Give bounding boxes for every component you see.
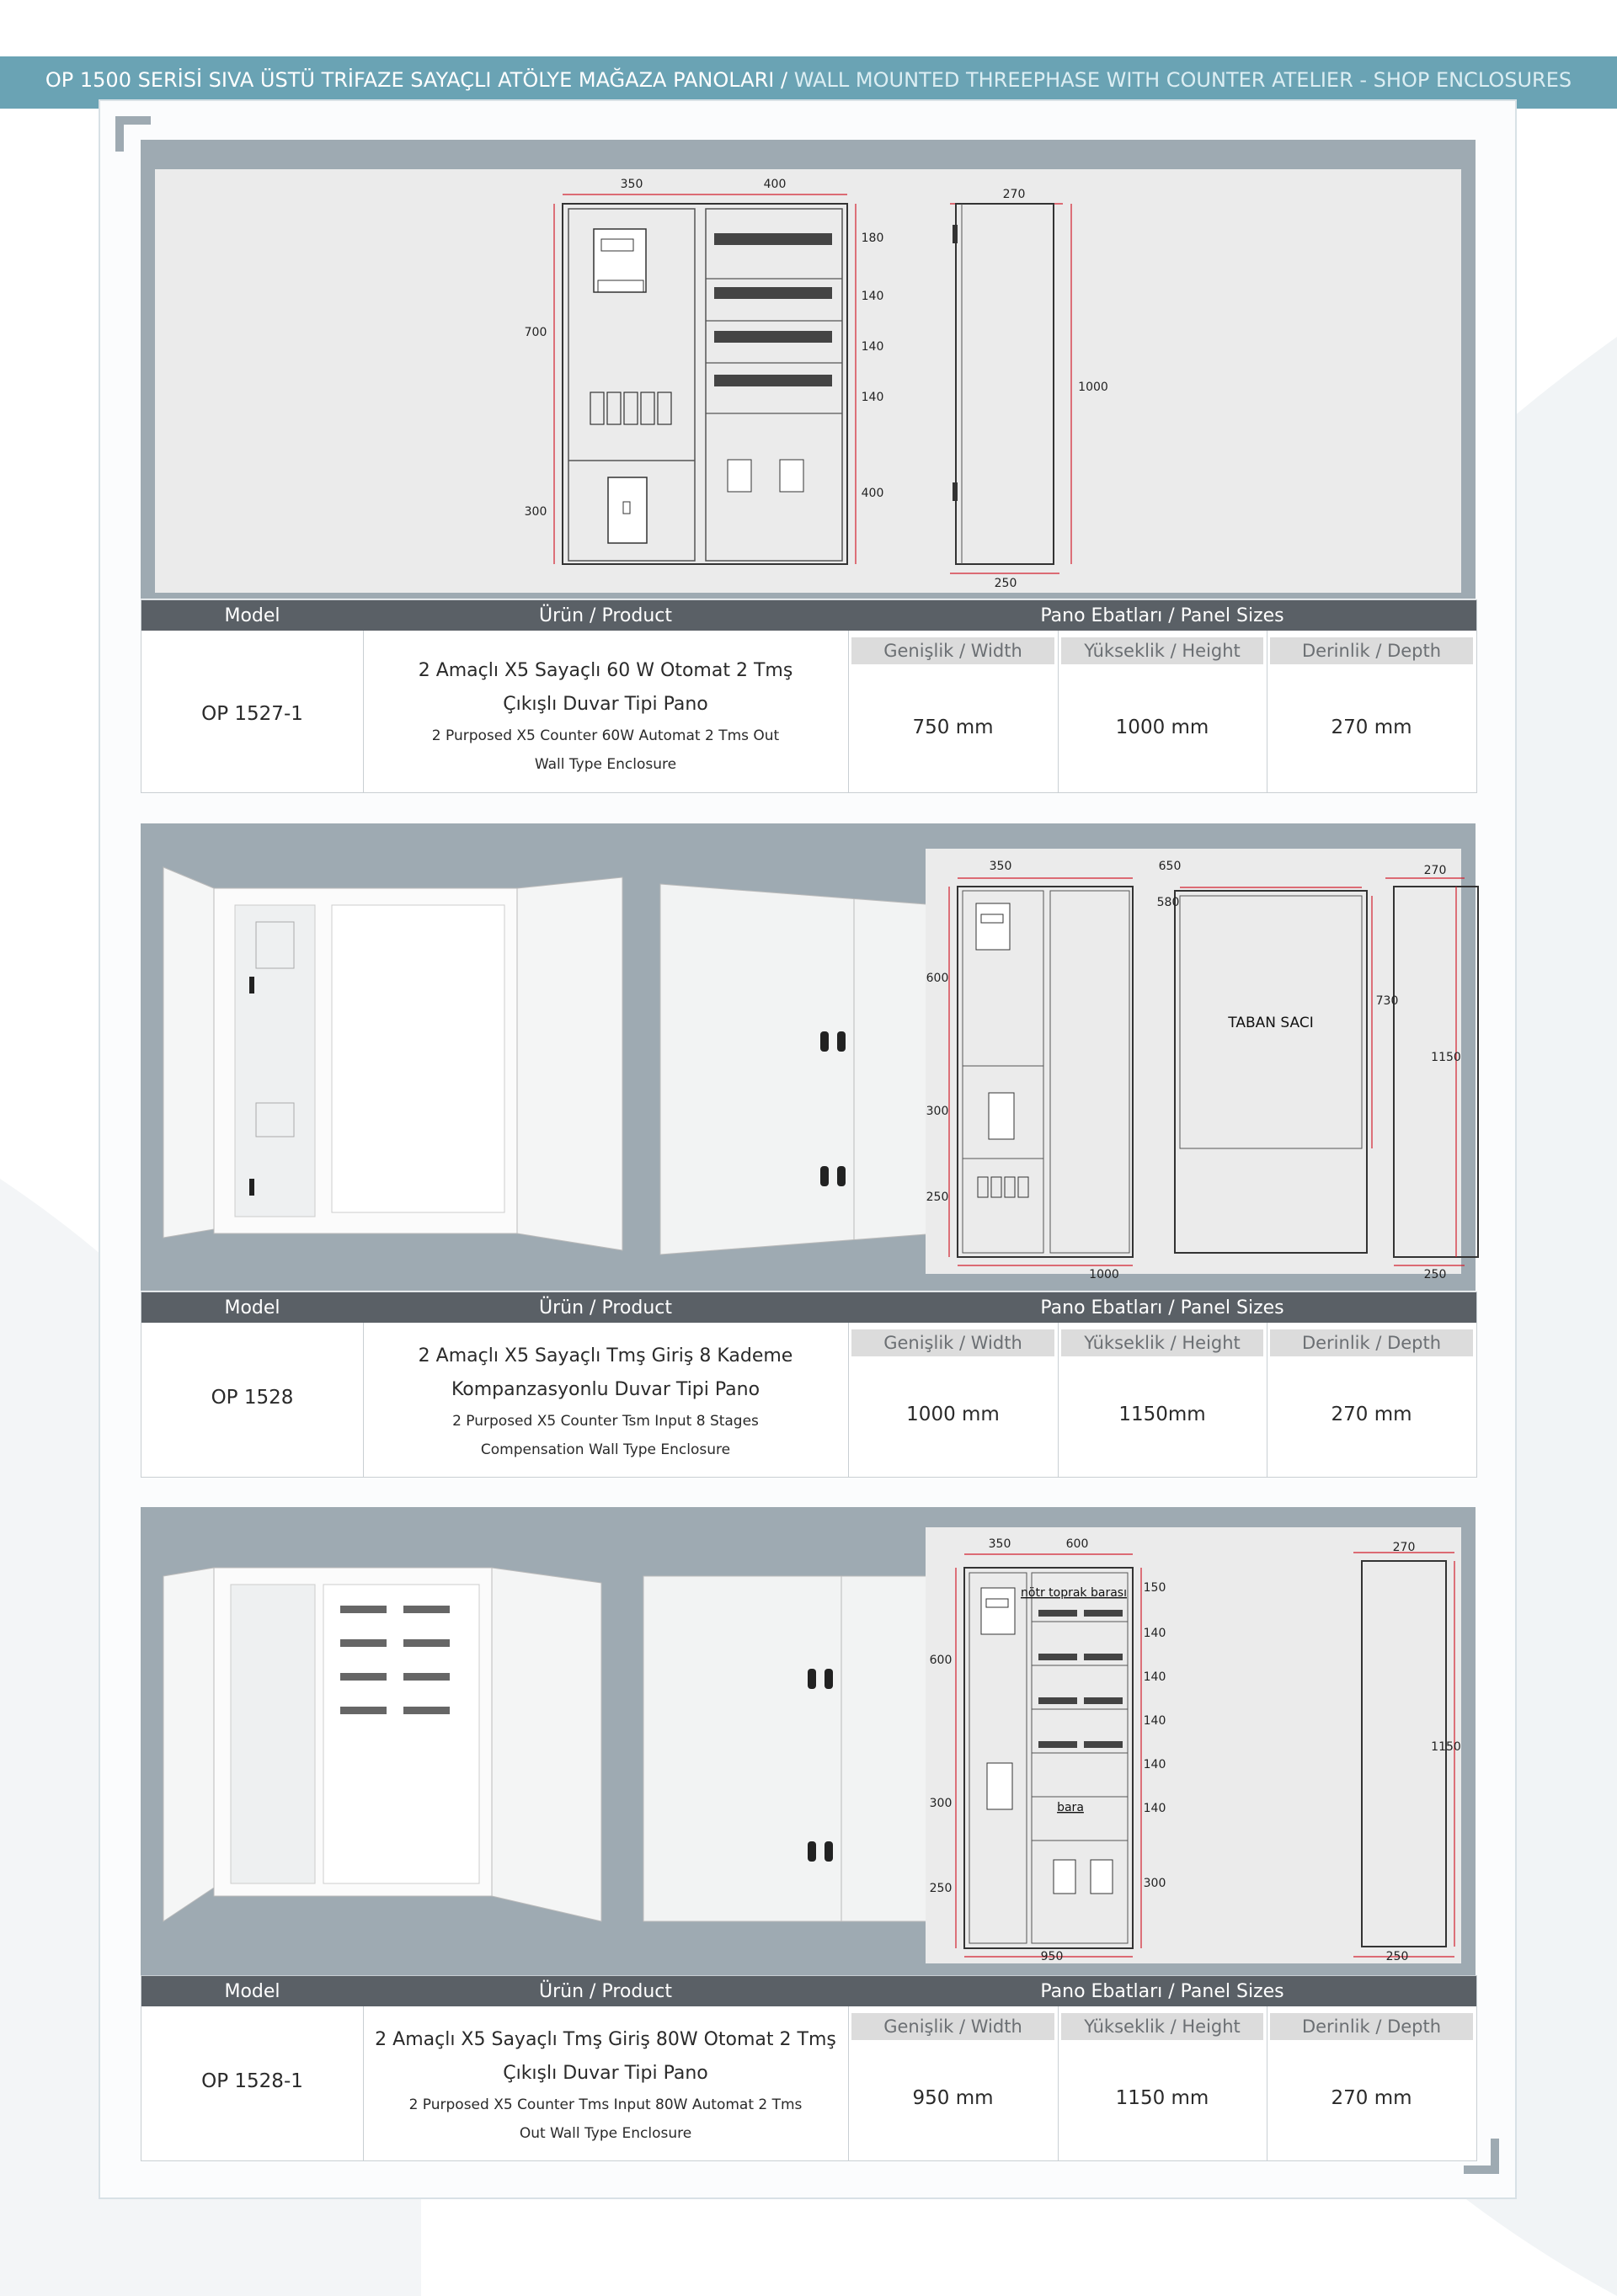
dim-h-top: 700 bbox=[524, 326, 547, 339]
product-name-tr-1: 2 Amaçlı X5 Sayaçlı 60 W Otomat 2 Tmş bbox=[418, 660, 793, 681]
product-name-en-1: 2 Purposed X5 Counter Tsm Input 8 Stages bbox=[452, 1413, 759, 1430]
dim-r6: 140 bbox=[1143, 1802, 1166, 1815]
size-depth: 270 mm bbox=[1331, 2087, 1412, 2109]
product-name-tr-2: Çıkışlı Duvar Tipi Pano bbox=[503, 2063, 708, 2084]
dim-total-h: 1150 bbox=[1431, 1051, 1461, 1064]
dim-r4: 140 bbox=[861, 391, 884, 404]
dim-w1: 350 bbox=[989, 860, 1012, 873]
technical-drawing-1 bbox=[155, 169, 1461, 593]
product-name-tr-2: Kompanzasyonlu Duvar Tipi Pano bbox=[451, 1379, 760, 1400]
product-3-table bbox=[141, 1975, 1477, 2161]
product-name-en-1: 2 Purposed X5 Counter 60W Automat 2 Tms Out bbox=[431, 727, 780, 744]
product-1-figure bbox=[141, 140, 1476, 599]
dim-r1: 150 bbox=[1143, 1581, 1166, 1595]
dim-r2: 140 bbox=[1143, 1627, 1166, 1640]
size-width: 750 mm bbox=[912, 717, 994, 738]
dim-r3: 140 bbox=[861, 340, 884, 354]
col-product-header: Ürün / Product bbox=[539, 1297, 672, 1318]
dim-h1: 600 bbox=[926, 972, 949, 985]
dim-h2: 300 bbox=[929, 1797, 953, 1810]
dim-total-w: 1000 bbox=[1089, 1268, 1119, 1281]
col-sizes-header: Pano Ebatları / Panel Sizes bbox=[1040, 1981, 1284, 2002]
col-model-header: Model bbox=[224, 1981, 280, 2002]
col-product-header: Ürün / Product bbox=[539, 605, 672, 626]
col-width-header: Genişlik / Width bbox=[851, 1329, 1054, 1356]
dim-total-w: 950 bbox=[1040, 1950, 1064, 1963]
dim-w1: 350 bbox=[988, 1537, 1011, 1551]
dim-r5: 400 bbox=[861, 487, 884, 500]
col-depth-header: Derinlik / Depth bbox=[1270, 637, 1473, 664]
dim-total-h: 1150 bbox=[1431, 1740, 1461, 1754]
dim-w2: 650 bbox=[1158, 860, 1182, 873]
dim-h3: 250 bbox=[929, 1882, 953, 1895]
dim-r7: 300 bbox=[1143, 1877, 1166, 1890]
technical-drawing-3 bbox=[926, 1527, 1461, 1963]
dim-inner-h: 730 bbox=[1375, 994, 1399, 1008]
col-height-header: Yükseklik / Height bbox=[1061, 2013, 1263, 2040]
model-code: OP 1528-1 bbox=[201, 2070, 303, 2092]
col-depth-header: Derinlik / Depth bbox=[1270, 1329, 1473, 1356]
dim-w2: 600 bbox=[1065, 1537, 1089, 1551]
dim-r5: 140 bbox=[1143, 1758, 1166, 1771]
bar-label: bara bbox=[1057, 1801, 1084, 1814]
table-header bbox=[141, 1292, 1476, 1323]
dim-r2: 140 bbox=[861, 290, 884, 303]
col-height-header: Yükseklik / Height bbox=[1061, 637, 1263, 664]
dim-w1: 350 bbox=[620, 178, 643, 191]
col-sizes-header: Pano Ebatları / Panel Sizes bbox=[1040, 1297, 1284, 1318]
col-height-header: Yükseklik / Height bbox=[1061, 1329, 1263, 1356]
col-model-header: Model bbox=[224, 605, 280, 626]
product-3-figure bbox=[141, 1507, 1476, 1975]
model-code: OP 1527-1 bbox=[201, 703, 303, 725]
table-header bbox=[141, 600, 1476, 631]
product-name-en-2: Compensation Wall Type Enclosure bbox=[480, 1441, 731, 1458]
product-1-table bbox=[141, 599, 1477, 793]
col-depth-header: Derinlik / Depth bbox=[1270, 2013, 1473, 2040]
product-name-en-1: 2 Purposed X5 Counter Tms Input 80W Automat 2 Tms bbox=[408, 2096, 803, 2113]
product-name-tr-2: Çıkışlı Duvar Tipi Pano bbox=[503, 694, 708, 715]
col-width-header: Genişlik / Width bbox=[851, 637, 1054, 664]
product-2-table bbox=[141, 1292, 1477, 1478]
base-plate-label: TABAN SACI bbox=[1228, 1015, 1314, 1031]
dim-side-w: 270 bbox=[1392, 1541, 1416, 1554]
dim-w2: 400 bbox=[763, 178, 787, 191]
table-header bbox=[141, 1976, 1476, 2006]
header-title-tr: OP 1500 SERİSİ SIVA ÜSTÜ TRİFAZE SAYAÇLI ATÖLYE MAĞAZA PANOLARI / bbox=[45, 68, 788, 92]
dim-h-bot: 300 bbox=[524, 505, 547, 519]
col-width-header: Genişlik / Width bbox=[851, 2013, 1054, 2040]
size-width: 950 mm bbox=[912, 2087, 994, 2109]
dim-h2: 300 bbox=[926, 1105, 949, 1118]
size-depth: 270 mm bbox=[1331, 717, 1412, 738]
dim-side-w: 270 bbox=[1423, 864, 1447, 877]
model-code: OP 1528 bbox=[211, 1387, 294, 1409]
size-height: 1000 mm bbox=[1115, 717, 1209, 738]
product-name-tr-1: 2 Amaçlı X5 Sayaçlı Tmş Giriş 80W Otomat 2 Tmş bbox=[375, 2029, 836, 2050]
dim-base-d: 250 bbox=[994, 577, 1017, 590]
dim-base-d: 250 bbox=[1423, 1268, 1447, 1281]
busbar-label: nötr toprak barası bbox=[1021, 1586, 1127, 1600]
header-title-en: WALL MOUNTED THREEPHASE WITH COUNTER ATELIER - SHOP ENCLOSURES bbox=[787, 68, 1572, 92]
size-height: 1150 mm bbox=[1115, 2087, 1209, 2109]
product-name-en-2: Out Wall Type Enclosure bbox=[519, 2125, 692, 2142]
col-sizes-header: Pano Ebatları / Panel Sizes bbox=[1040, 605, 1284, 626]
drawing-op1527-1 bbox=[155, 169, 1461, 593]
size-depth: 270 mm bbox=[1331, 1404, 1412, 1425]
size-height: 1150mm bbox=[1118, 1404, 1206, 1425]
size-width: 1000 mm bbox=[906, 1404, 1000, 1425]
product-name-tr-1: 2 Amaçlı X5 Sayaçlı Tmş Giriş 8 Kademe bbox=[418, 1345, 793, 1366]
product-2-figure bbox=[141, 823, 1476, 1291]
dim-h3: 250 bbox=[926, 1191, 949, 1204]
product-name-en-2: Wall Type Enclosure bbox=[534, 756, 677, 773]
dim-h1: 600 bbox=[929, 1654, 953, 1667]
dim-r3: 140 bbox=[1143, 1670, 1166, 1684]
dim-total-h: 1000 bbox=[1078, 381, 1108, 394]
dim-side-w: 270 bbox=[1002, 188, 1026, 201]
drawing-op1528 bbox=[926, 849, 1461, 1281]
col-product-header: Ürün / Product bbox=[539, 1981, 672, 2002]
dim-r1: 180 bbox=[861, 232, 884, 245]
dim-inner-w: 580 bbox=[1156, 896, 1180, 909]
drawing-op1528-1 bbox=[926, 1527, 1461, 1963]
col-model-header: Model bbox=[224, 1297, 280, 1318]
dim-r4: 140 bbox=[1143, 1714, 1166, 1728]
technical-drawing-2 bbox=[926, 849, 1461, 1281]
dim-base-d: 250 bbox=[1385, 1950, 1409, 1963]
